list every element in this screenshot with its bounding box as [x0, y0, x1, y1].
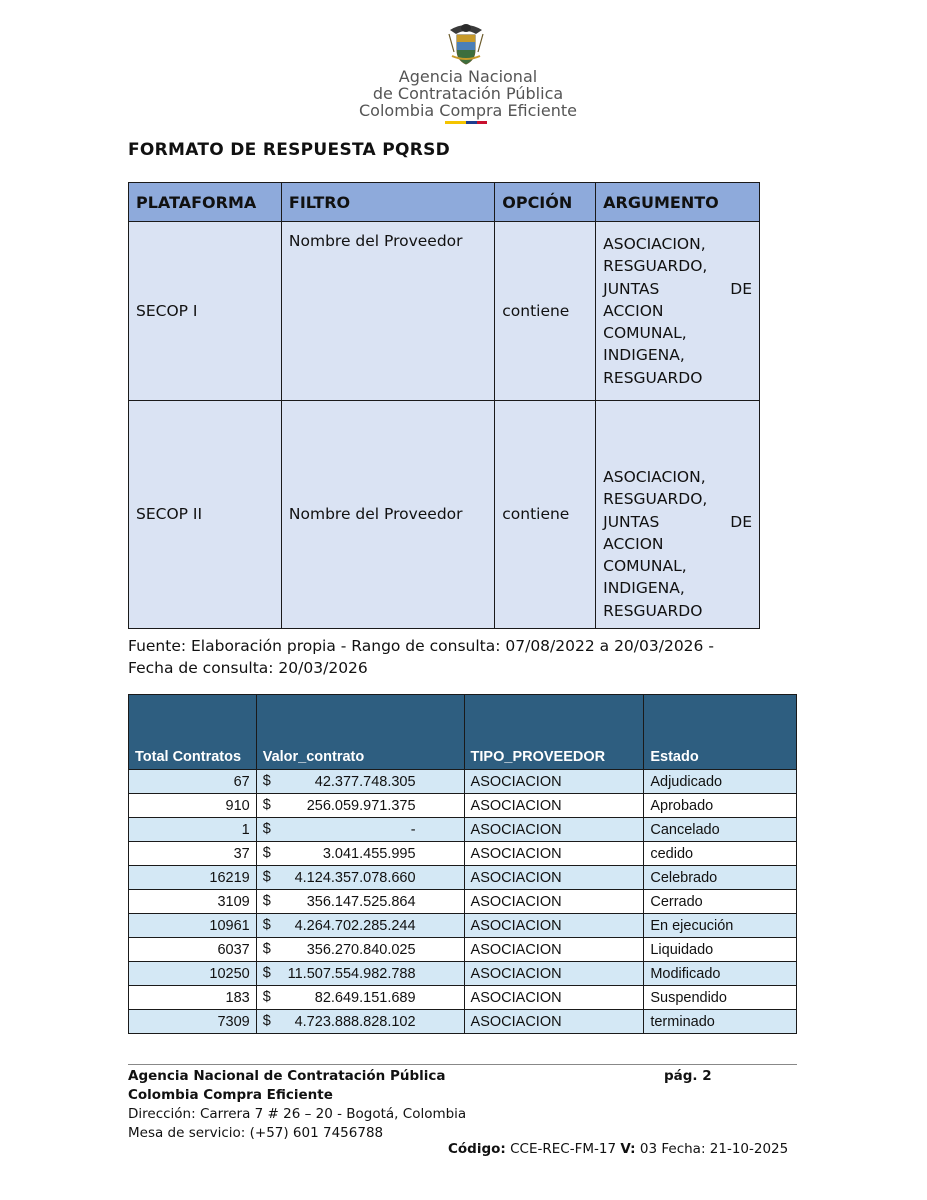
- filter-table-header: [129, 183, 760, 222]
- header-filtro: FILTRO: [281, 183, 494, 222]
- amount: 356.270.840.025: [306, 941, 416, 958]
- cell-total-contratos: 6037: [129, 938, 257, 962]
- page-number: pág. 2: [664, 1068, 712, 1084]
- table-row: [129, 962, 797, 986]
- document-code: [448, 1140, 788, 1159]
- flag-blue: [466, 121, 477, 124]
- cell-estado: Modificado: [644, 962, 797, 986]
- cell-estado: Liquidado: [644, 938, 797, 962]
- cell-total-contratos: 16219: [129, 866, 257, 890]
- cell-tipo-proveedor: ASOCIACION: [464, 770, 644, 794]
- amount: -: [410, 821, 416, 838]
- code-value: CCE-REC-FM-17: [510, 1141, 617, 1157]
- table-row: [129, 890, 797, 914]
- cell-tipo-proveedor: ASOCIACION: [464, 986, 644, 1010]
- cell-estado: terminado: [644, 1010, 797, 1034]
- amount: 11.507.554.982.788: [287, 965, 416, 982]
- cell-valor-contrato: [256, 986, 464, 1010]
- agency-name-line1: Agencia Nacional: [398, 67, 538, 86]
- cell-valor-contrato: [256, 770, 464, 794]
- cell-tipo-proveedor: ASOCIACION: [464, 866, 644, 890]
- argumento-line: RESGUARDO: [603, 368, 703, 387]
- currency-symbol: $: [262, 845, 271, 861]
- cell-valor-contrato: [256, 890, 464, 914]
- footer-address: Dirección: Carrera 7 # 26 – 20 - Bogotá, Colombia: [128, 1106, 467, 1122]
- filter-row: [129, 401, 760, 629]
- contracts-table: [128, 694, 797, 1034]
- cell-valor-contrato: [256, 962, 464, 986]
- cell-valor-contrato: [256, 794, 464, 818]
- source-note-line1: Fuente: Elaboración propia - Rango de consulta: 07/08/2022 a 20/03/2026 -: [128, 637, 714, 655]
- cell-tipo-proveedor: ASOCIACION: [464, 794, 644, 818]
- cell-valor-contrato: [256, 866, 464, 890]
- table-row: [129, 914, 797, 938]
- amount: 82.649.151.689: [314, 989, 416, 1006]
- amount: 4.723.888.828.102: [294, 1013, 416, 1030]
- header-plataforma: PLATAFORMA: [129, 183, 282, 222]
- cell-argumento: [596, 401, 760, 629]
- footer-brand: Colombia Compra Eficiente: [128, 1087, 333, 1103]
- cell-filtro: Nombre del Proveedor: [281, 222, 494, 401]
- footer-divider: [128, 1064, 797, 1065]
- cell-estado: Aprobado: [644, 794, 797, 818]
- argumento-line: COMUNAL,: [603, 557, 687, 576]
- argumento-line: RESGUARDO,: [603, 257, 708, 276]
- currency-symbol: $: [262, 917, 271, 933]
- argumento-line: INDIGENA,: [603, 579, 685, 598]
- header-tipo-proveedor: TIPO_PROVEEDOR: [464, 695, 644, 770]
- cell-filtro: Nombre del Proveedor: [281, 401, 494, 629]
- agency-name: [348, 68, 588, 119]
- cell-tipo-proveedor: ASOCIACION: [464, 890, 644, 914]
- cell-plataforma: SECOP II: [129, 401, 282, 629]
- cell-tipo-proveedor: ASOCIACION: [464, 1010, 644, 1034]
- cell-tipo-proveedor: ASOCIACION: [464, 962, 644, 986]
- code-label: Código:: [448, 1141, 506, 1157]
- cell-estado: Celebrado: [644, 866, 797, 890]
- table-row: [129, 770, 797, 794]
- cell-total-contratos: 7309: [129, 1010, 257, 1034]
- amount: 4.124.357.078.660: [294, 869, 416, 886]
- argumento-line: ASOCIACION,: [603, 467, 706, 486]
- cell-total-contratos: 67: [129, 770, 257, 794]
- cell-total-contratos: 10250: [129, 962, 257, 986]
- footer-agency: Agencia Nacional de Contratación Pública: [128, 1068, 446, 1084]
- currency-symbol: $: [262, 893, 271, 909]
- contracts-table-header: [129, 695, 797, 770]
- argumento-line: COMUNAL,: [603, 324, 687, 343]
- cell-estado: En ejecución: [644, 914, 797, 938]
- cell-valor-contrato: [256, 842, 464, 866]
- flag-bar: [445, 121, 487, 124]
- flag-red: [477, 121, 487, 124]
- header-total-contratos: Total Contratos: [129, 695, 257, 770]
- currency-symbol: $: [262, 965, 271, 981]
- filter-row: [129, 222, 760, 401]
- amount: 256.059.971.375: [306, 797, 416, 814]
- amount: 4.264.702.285.244: [294, 917, 416, 934]
- currency-symbol: $: [262, 821, 271, 837]
- cell-estado: Adjudicado: [644, 770, 797, 794]
- source-note: [128, 635, 808, 679]
- header-estado: Estado: [644, 695, 797, 770]
- cell-tipo-proveedor: ASOCIACION: [464, 842, 644, 866]
- cell-opcion: contiene: [495, 401, 596, 629]
- argumento-line: JUNTAS DE: [603, 279, 752, 298]
- argumento-line: INDIGENA,: [603, 346, 685, 365]
- agency-name-line3: Colombia Compra Eficiente: [359, 101, 577, 120]
- cell-valor-contrato: [256, 938, 464, 962]
- source-note-line2: Fecha de consulta: 20/03/2026: [128, 659, 368, 677]
- version-value: 03 Fecha: 21-10-2025: [639, 1141, 789, 1157]
- cell-tipo-proveedor: ASOCIACION: [464, 818, 644, 842]
- agency-logo: [348, 20, 588, 130]
- argumento-line: RESGUARDO,: [603, 490, 708, 509]
- footer-service: Mesa de servicio: (+57) 601 7456788: [128, 1125, 384, 1141]
- cell-estado: Cerrado: [644, 890, 797, 914]
- argumento-line: JUNTAS DE: [603, 512, 752, 531]
- cell-estado: Suspendido: [644, 986, 797, 1010]
- cell-total-contratos: 3109: [129, 890, 257, 914]
- currency-symbol: $: [262, 797, 271, 813]
- cell-tipo-proveedor: ASOCIACION: [464, 914, 644, 938]
- cell-argumento: [596, 222, 760, 401]
- coat-of-arms-icon: [446, 22, 486, 66]
- document-title: FORMATO DE RESPUESTA PQRSD: [128, 140, 451, 160]
- table-row: [129, 1010, 797, 1034]
- version-label: V:: [620, 1141, 636, 1157]
- cell-estado: cedido: [644, 842, 797, 866]
- cell-estado: Cancelado: [644, 818, 797, 842]
- cell-plataforma: SECOP I: [129, 222, 282, 401]
- currency-symbol: $: [262, 773, 271, 789]
- cell-total-contratos: 1: [129, 818, 257, 842]
- currency-symbol: $: [262, 1013, 271, 1029]
- agency-name-line2: de Contratación Pública: [372, 84, 564, 103]
- currency-symbol: $: [262, 989, 271, 1005]
- amount: 42.377.748.305: [314, 773, 416, 790]
- table-row: [129, 818, 797, 842]
- argumento-line: ACCION: [603, 534, 664, 553]
- currency-symbol: $: [262, 869, 271, 885]
- cell-total-contratos: 910: [129, 794, 257, 818]
- table-row: [129, 842, 797, 866]
- argumento-line: RESGUARDO: [603, 601, 703, 620]
- cell-valor-contrato: [256, 818, 464, 842]
- header-valor-contrato: Valor_contrato: [256, 695, 464, 770]
- cell-total-contratos: 183: [129, 986, 257, 1010]
- cell-tipo-proveedor: ASOCIACION: [464, 938, 644, 962]
- cell-valor-contrato: [256, 914, 464, 938]
- cell-opcion: contiene: [495, 222, 596, 401]
- cell-total-contratos: 10961: [129, 914, 257, 938]
- filter-table: [128, 182, 760, 629]
- table-row: [129, 866, 797, 890]
- table-row: [129, 938, 797, 962]
- table-row: [129, 986, 797, 1010]
- amount: 3.041.455.995: [322, 845, 416, 862]
- flag-yellow: [445, 121, 466, 124]
- table-row: [129, 794, 797, 818]
- cell-valor-contrato: [256, 1010, 464, 1034]
- currency-symbol: $: [262, 941, 271, 957]
- header-opcion: OPCIÓN: [495, 183, 596, 222]
- amount: 356.147.525.864: [306, 893, 416, 910]
- argumento-line: ASOCIACION,: [603, 234, 706, 253]
- header-argumento: ARGUMENTO: [596, 183, 760, 222]
- argumento-line: ACCION: [603, 301, 664, 320]
- cell-total-contratos: 37: [129, 842, 257, 866]
